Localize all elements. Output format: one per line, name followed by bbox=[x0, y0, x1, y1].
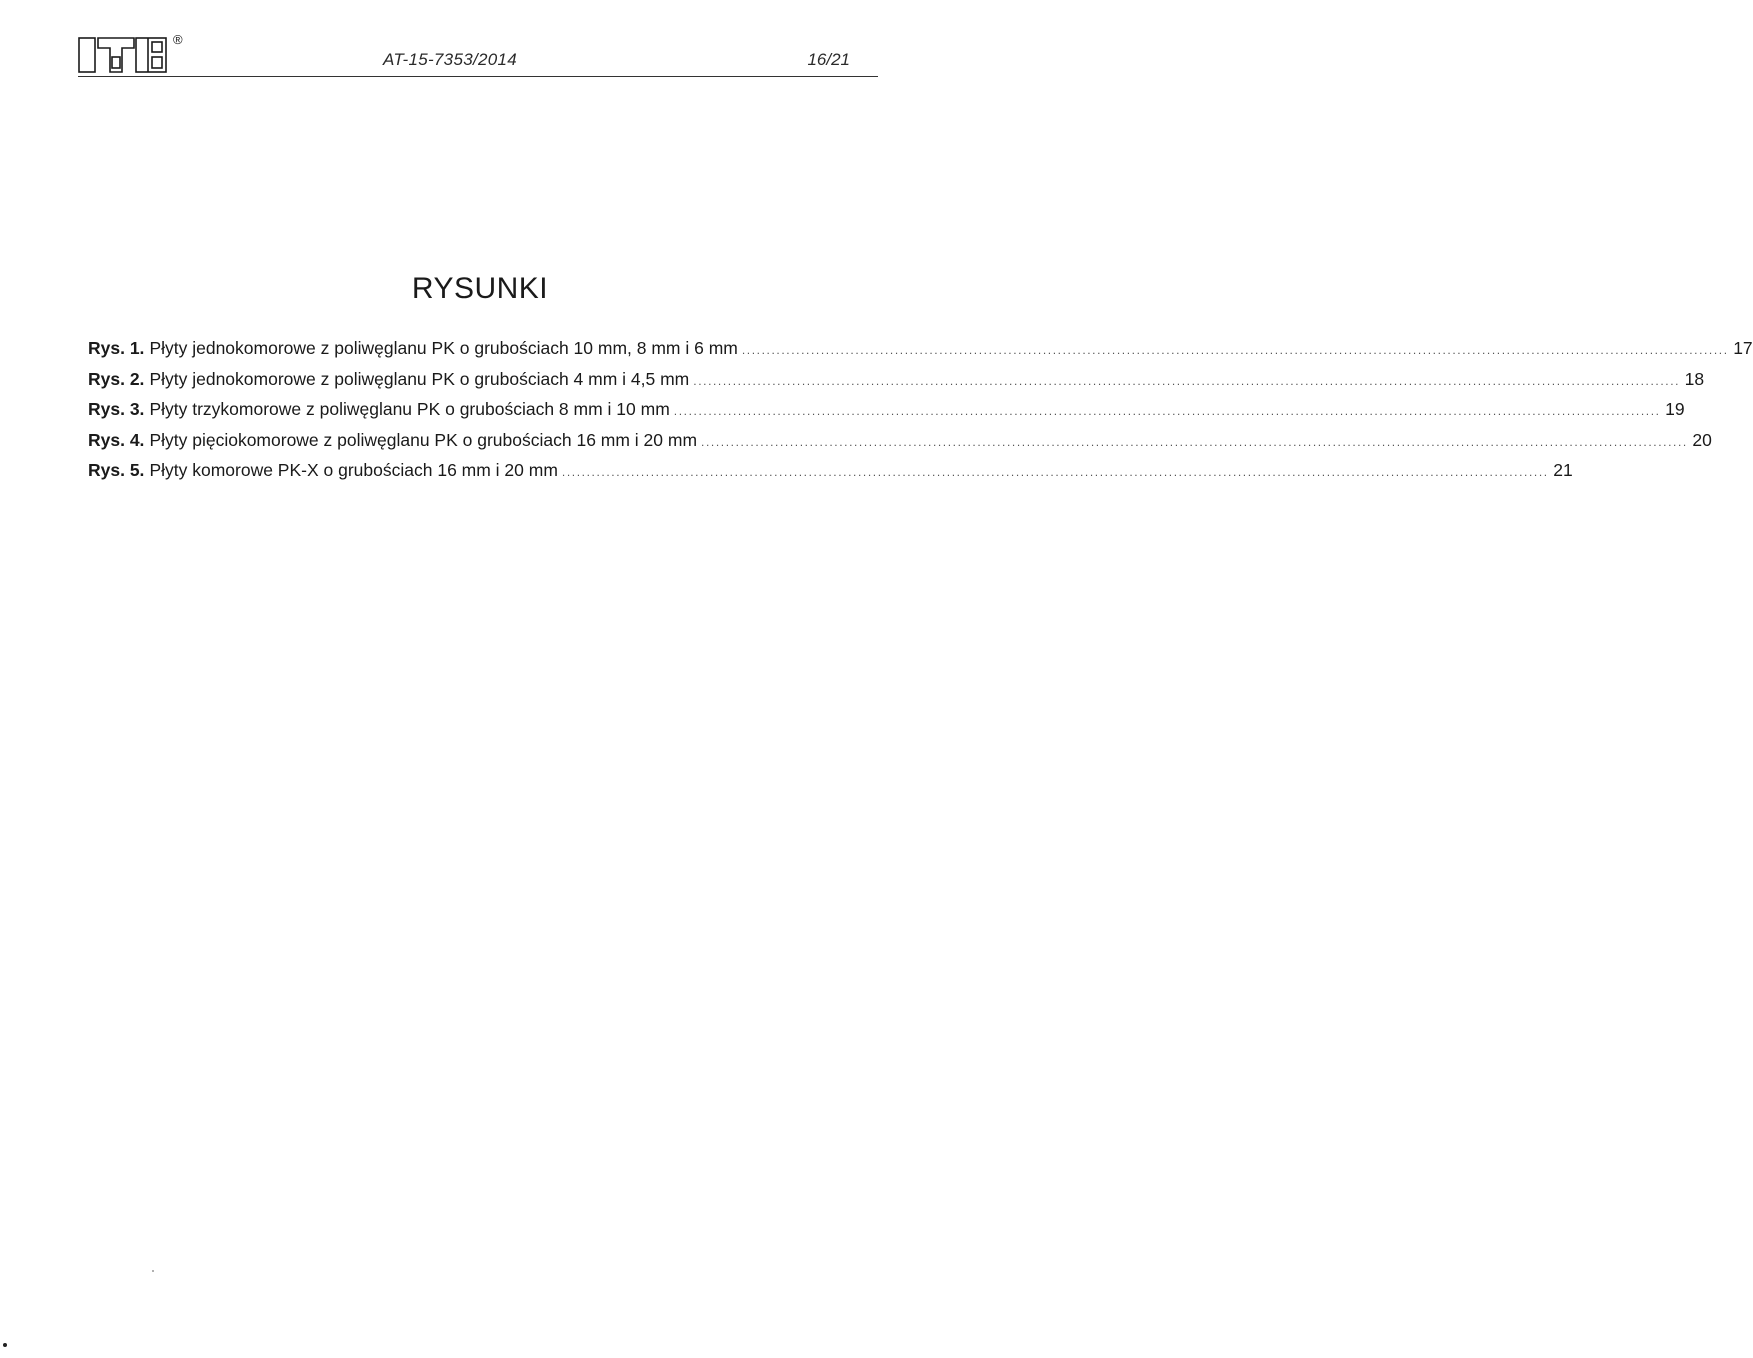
figure-entry bbox=[88, 399, 1685, 430]
section-title: RYSUNKI bbox=[411, 272, 549, 306]
scan-speck bbox=[3, 1343, 7, 1347]
figure-label: Rys. 4. bbox=[88, 429, 145, 450]
dot-leader: ........................................................................................................................................................................................................ bbox=[741, 343, 1729, 357]
figure-caption: Płyty pięciokomorowe z poliwęglanu PK o grubościach 16 mm i 20 mm bbox=[149, 429, 698, 450]
figure-page: 17 bbox=[1733, 338, 1753, 358]
figure-label: Rys. 3. bbox=[88, 399, 145, 419]
dot-leader: ........................................................................................................................................................................................................ bbox=[673, 404, 1661, 418]
scan-speck bbox=[152, 1270, 154, 1272]
itb-logo bbox=[78, 32, 190, 74]
header-divider bbox=[78, 76, 878, 77]
figure-entry bbox=[88, 368, 1705, 400]
page-number: 16/21 bbox=[807, 50, 850, 69]
figure-caption: Płyty jednokomorowe z poliwęglanu PK o grubościach 4 mm i 4,5 mm bbox=[149, 368, 690, 389]
registered-mark: ® bbox=[173, 32, 183, 47]
figure-page: 19 bbox=[1665, 399, 1685, 419]
figure-page: 21 bbox=[1553, 460, 1573, 480]
figure-entry bbox=[88, 338, 1753, 369]
figure-caption: Płyty komorowe PK-X o grubościach 16 mm i 20 mm bbox=[149, 460, 558, 480]
figure-label: Rys. 2. bbox=[88, 368, 145, 389]
figure-label: Rys. 5. bbox=[88, 460, 145, 480]
document-id: AT-15-7353/2014 bbox=[383, 50, 517, 69]
dot-leader: ........................................................................................................................................................................................................ bbox=[701, 434, 1688, 449]
figure-label: Rys. 1. bbox=[88, 338, 145, 358]
figure-list bbox=[88, 338, 1753, 491]
dot-leader: ........................................................................................................................................................................................................ bbox=[561, 465, 1549, 479]
page-header bbox=[78, 30, 878, 78]
figure-caption: Płyty trzykomorowe z poliwęglanu PK o grubościach 8 mm i 10 mm bbox=[149, 399, 670, 419]
figure-page: 18 bbox=[1684, 368, 1705, 389]
figure-caption: Płyty jednokomorowe z poliwęglanu PK o grubościach 10 mm, 8 mm i 6 mm bbox=[149, 338, 738, 358]
figure-page: 20 bbox=[1692, 429, 1712, 450]
figure-entry bbox=[88, 460, 1573, 491]
dot-leader: ........................................................................................................................................................................................................ bbox=[693, 373, 1681, 388]
figure-entry bbox=[88, 429, 1712, 461]
